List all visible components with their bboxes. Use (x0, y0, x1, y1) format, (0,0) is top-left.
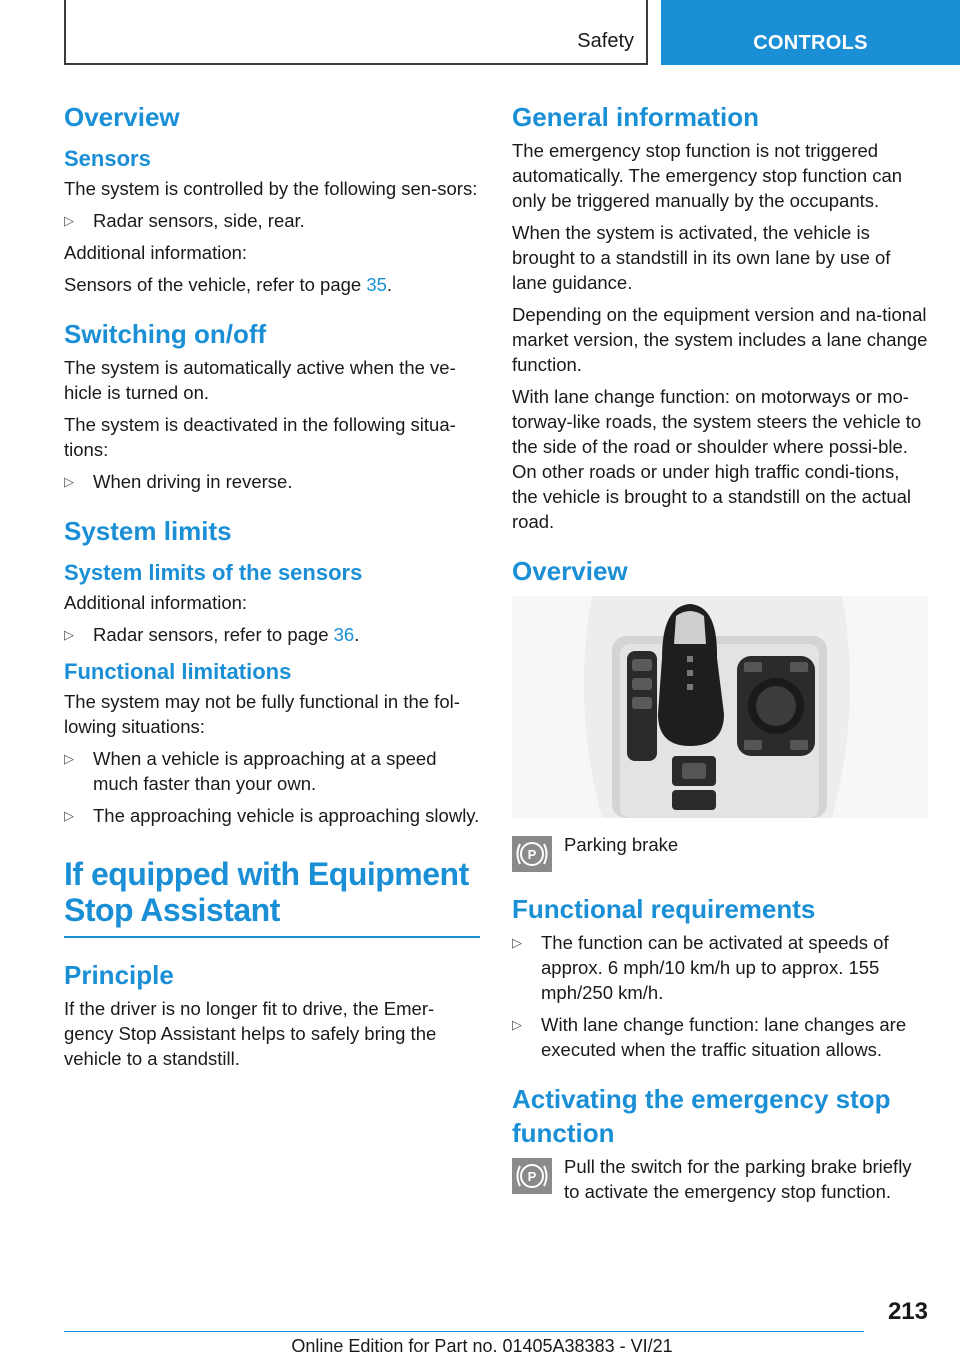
activating-heading: Activating the emergency stop function (512, 1084, 891, 1148)
page-ref-link-36[interactable]: 36 (333, 624, 355, 645)
general-text-3: Depending on the equipment version and na-tional market version, the system includes a lane change function. (512, 304, 928, 375)
header-chapter-label: CONTROLS (753, 32, 868, 54)
activating-instruction (512, 1154, 928, 1204)
limits-sensors-heading: System limits of the sensors (64, 560, 363, 585)
parking-brake-legend (512, 832, 928, 872)
header-section-label: Safety (577, 30, 634, 52)
page-number: 213 (887, 1298, 928, 1325)
general-text-4: With lane change function: on motorways or mo-torway-like roads, the system steers the vehicle to the side of the road or shoulder where possi-ble. On other roads or under high traffic condi-tions, the vehicle is brought to a standstill on the actual road. (512, 386, 922, 532)
footer-edition: Online Edition for Part no. 01405A38383 - VI/21 (291, 1336, 673, 1356)
functional-requirements-list (512, 930, 928, 1062)
parking-brake-icon (512, 1158, 552, 1194)
sensors-list (64, 208, 480, 233)
footer-divider (64, 1331, 864, 1332)
triangle-right-icon: ▷ (64, 808, 74, 823)
switching-text-1: The system is automatically active when the ve-hicle is turned on. (64, 357, 456, 403)
functional-limits-text: The system may not be fully functional in the fol-lowing situations: (64, 691, 460, 737)
principle-heading: Principle (64, 960, 174, 990)
triangle-right-icon: ▷ (512, 1017, 522, 1032)
triangle-right-icon: ▷ (64, 627, 74, 642)
functional-limits-heading: Functional limitations (64, 659, 292, 684)
triangle-right-icon: ▷ (64, 474, 74, 489)
list-item: ▷ Radar sensors, refer to page 36. (64, 624, 360, 645)
functional-requirements-heading: Functional requirements (512, 894, 816, 924)
center-console-illustration (512, 596, 928, 818)
limits-list (64, 622, 480, 647)
list-item: ▷ When driving in reverse. (64, 471, 293, 492)
list-item: ▷ When a vehicle is approaching at a speed much faster than your own. (64, 748, 437, 794)
page-ref-link-35[interactable]: 35 (366, 274, 387, 295)
header-section-box (64, 0, 648, 65)
header-chapter-tab (661, 0, 960, 65)
activating-text: Pull the switch for the parking brake briefly to activate the emergency stop function. (564, 1156, 912, 1202)
left-column (64, 100, 480, 1078)
general-text-1: The emergency stop function is not triggered automatically. The emergency stop function can only be triggered manually by the occupants. (512, 140, 903, 211)
list-item: ▷ Radar sensors, side, rear. (64, 210, 305, 231)
principle-text: If the driver is no longer fit to drive, the Emer-gency Stop Assistant helps to safely bring the vehicle to a standstill. (64, 998, 437, 1069)
list-item: ▷ The function can be activated at speeds of approx. 6 mph/10 km/h up to approx. 155 mph/250 km/h. (512, 932, 889, 1003)
parking-brake-label: Parking brake (564, 834, 679, 855)
switching-text-2: The system is deactivated in the following situa-tions: (64, 414, 456, 460)
list-item: ▷ The approaching vehicle is approaching slowly. (64, 805, 480, 826)
overview-heading: Overview (64, 102, 180, 132)
additional-info-text: Additional information: (64, 242, 248, 263)
triangle-right-icon: ▷ (512, 935, 522, 950)
title-divider (64, 936, 480, 938)
triangle-right-icon: ▷ (64, 751, 74, 766)
system-limits-heading: System limits (64, 516, 232, 546)
functional-limits-list (64, 746, 480, 828)
center-console-photo (512, 596, 928, 818)
switching-heading: Switching on/off (64, 319, 267, 349)
equipment-section-title (64, 856, 480, 938)
general-text-2: When the system is activated, the vehicle is brought to a standstill in its own lane by use of lane guidance. (512, 222, 891, 293)
svg-text:P: P (527, 1169, 537, 1184)
svg-text:P: P (527, 847, 537, 862)
overview-heading-right: Overview (512, 556, 628, 586)
limits-additional-text: Additional information: (64, 592, 248, 613)
equipment-title-line-2: Stop Assistant (64, 892, 280, 928)
switching-list (64, 469, 480, 494)
general-info-heading: General information (512, 102, 760, 132)
sensors-ref-text: Sensors of the vehicle, refer to page 35. (64, 274, 393, 295)
triangle-right-icon: ▷ (64, 213, 74, 228)
list-item: ▷ With lane change function: lane changes are executed when the traffic situation allows. (512, 1014, 907, 1060)
parking-brake-icon (512, 836, 552, 872)
sensors-text: The system is controlled by the following sen-sors: (64, 178, 478, 199)
sensors-heading: Sensors (64, 146, 151, 171)
equipment-title-line-1: If equipped with Equipment (64, 856, 469, 892)
right-column (512, 100, 928, 1214)
